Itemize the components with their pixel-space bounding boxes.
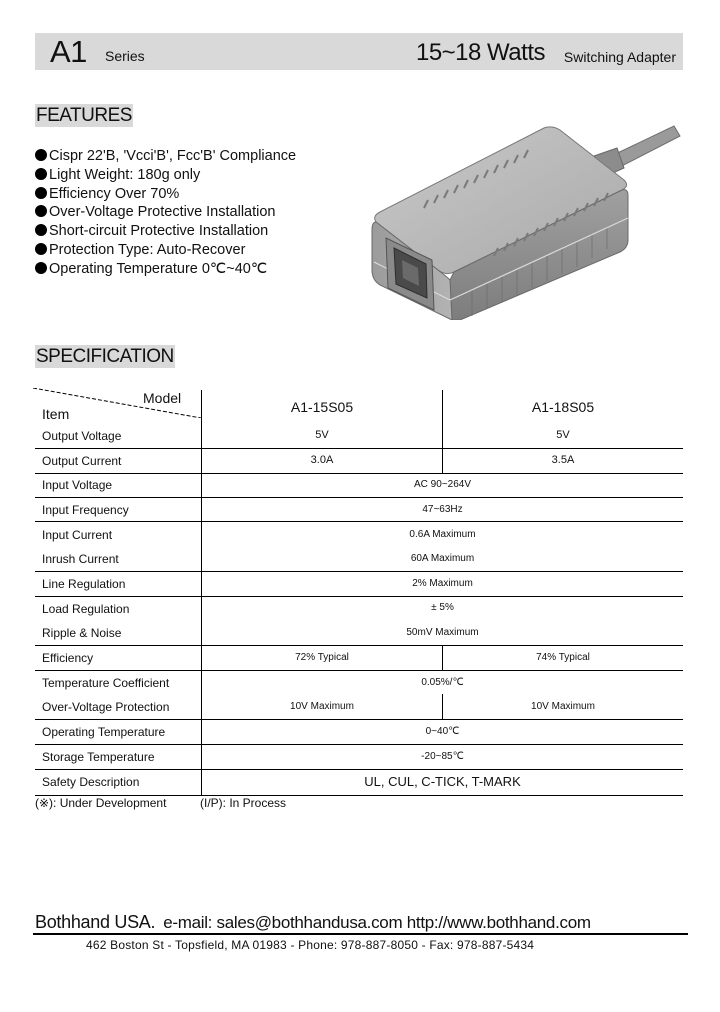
bullet-icon <box>35 243 47 255</box>
model-column-a1-15s05: A1-15S05 <box>290 399 354 415</box>
model-header-label: Model <box>143 390 182 406</box>
features-list <box>35 147 296 279</box>
feature-item: Operating Temperature 0℃~40℃ <box>35 260 296 279</box>
wattage-title: 15~18 Watts <box>415 39 545 66</box>
row-divider <box>35 473 683 474</box>
bullet-icon <box>35 187 47 199</box>
bullet-icon <box>35 205 47 217</box>
row-divider <box>35 670 683 671</box>
specification-heading: SPECIFICATION <box>36 346 174 367</box>
feature-item: Cispr 22'B, 'Vcci'B', Fcc'B' Compliance <box>35 147 296 166</box>
feature-item: Efficiency Over 70% <box>35 185 296 204</box>
feature-item: Protection Type: Auto-Recover <box>35 241 296 260</box>
bullet-icon <box>35 168 47 180</box>
footer-address: 462 Boston St - Topsfield, MA 01983 - Phone: 978-887-8050 - Fax: 978-887-5434 <box>86 938 535 952</box>
row-divider <box>35 497 683 498</box>
row-divider <box>35 596 683 597</box>
row-divider <box>35 521 683 522</box>
product-type: Switching Adapter <box>563 49 676 65</box>
bullet-icon <box>35 262 47 274</box>
row-divider <box>35 571 683 572</box>
bullet-icon <box>35 224 47 236</box>
feature-item: Light Weight: 180g only <box>35 166 296 185</box>
row-divider <box>35 448 683 449</box>
row-divider <box>35 645 683 646</box>
footnote-under-development: (※): Under Development <box>35 796 167 810</box>
item-header-label: Item <box>42 406 70 422</box>
feature-item: Over-Voltage Protective Installation <box>35 203 296 222</box>
feature-item: Short-circuit Protective Installation <box>35 222 296 241</box>
row-divider <box>35 719 683 720</box>
series-code: A1 <box>50 34 87 69</box>
footer-contact-line <box>35 912 591 933</box>
footer-divider <box>33 933 688 935</box>
title-banner <box>35 33 683 70</box>
model-column-a1-18s05: A1-18S05 <box>531 399 595 415</box>
bullet-icon <box>35 149 47 161</box>
row-divider <box>35 744 683 745</box>
features-heading: FEATURES <box>36 105 132 126</box>
adapter-product-image <box>362 120 682 320</box>
row-divider <box>35 769 683 770</box>
contact-info: e-mail: sales@bothhandusa.com http://www.bothhand.com <box>163 913 591 932</box>
company-name: Bothhand USA. <box>35 912 156 932</box>
footnote-in-process: (I/P): In Process <box>200 796 287 810</box>
series-word: Series <box>105 48 145 64</box>
